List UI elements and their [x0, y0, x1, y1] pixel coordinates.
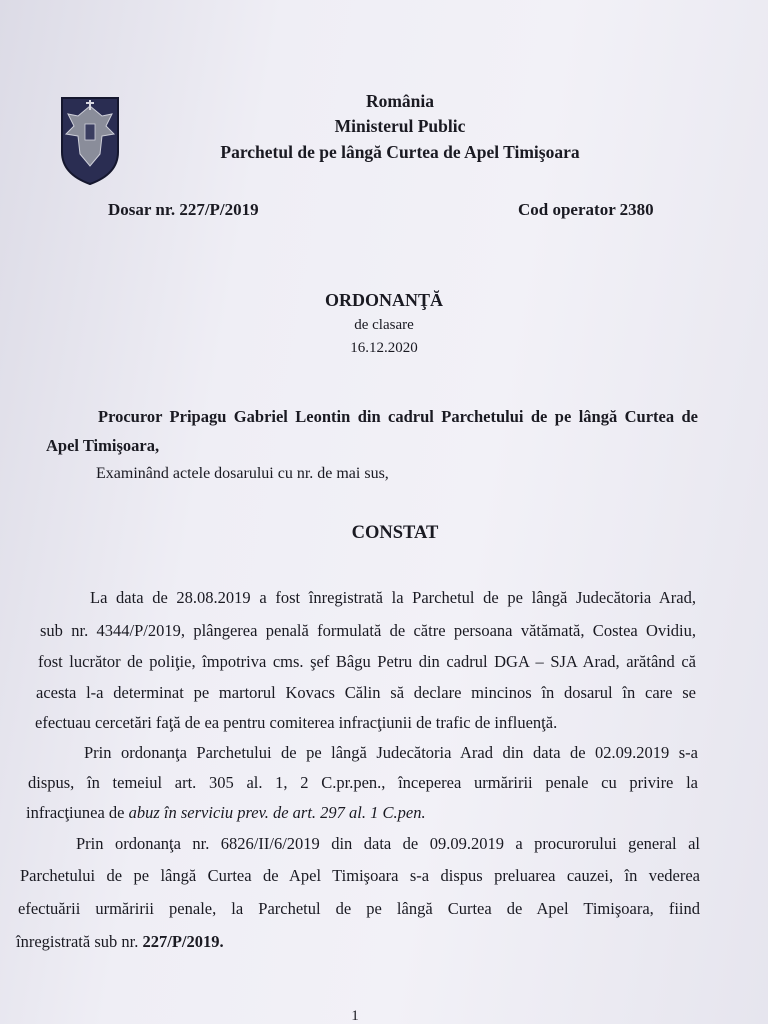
section-heading-constat: CONSTAT [351, 523, 439, 543]
prosecutor-line-1: Procuror Pripagu Gabriel Leontin din cadrul Parchetului de pe lângă Curtea de [98, 407, 698, 426]
header-ministry: Ministerul Public [334, 116, 466, 136]
body-text: infracţiunea de [26, 803, 129, 822]
body-line: Parchetului de pe lângă Curtea de Apel Timişoara s-a dispus preluarea cauzei, în vederea [20, 866, 700, 885]
header-country: România [365, 91, 435, 111]
body-line [26, 803, 426, 823]
operator-code: Cod operator 2380 [518, 200, 654, 219]
body-line: Prin ordonanţa nr. 6826/II/6/2019 din data de 09.09.2019 a procurorului general al [76, 834, 700, 853]
case-number: Dosar nr. 227/P/2019 [108, 200, 259, 219]
romanian-coat-of-arms [58, 94, 122, 186]
body-line: sub nr. 4344/P/2019, plângerea penală formulată de către persoana vătămată, Costea Ovidiu, [40, 621, 696, 640]
body-line: fost lucrător de poliţie, împotriva cms. şef Bâgu Petru din cadrul DGA – SJA Arad, arătând că [38, 652, 696, 671]
examining-statement: Examinând actele dosarului cu nr. de mai sus, [96, 465, 389, 482]
body-text: înregistrată sub nr. [16, 932, 143, 951]
document-date: 16.12.2020 [350, 340, 418, 356]
prosecutor-line-2: Apel Timişoara, [46, 436, 160, 455]
body-line: efectuării urmăririi penale, la Parchetul de pe lângă Curtea de Apel Timişoara, fiind [18, 899, 700, 918]
body-line: La data de 28.08.2019 a fost înregistrată la Parchetul de pe lângă Judecătoria Arad, [90, 588, 696, 607]
body-line: Prin ordonanţa Parchetului de pe lângă Judecătoria Arad din data de 02.09.2019 s-a [84, 743, 698, 762]
page-number: 1 [351, 1008, 359, 1024]
body-line: dispus, în temeiul art. 305 al. 1, 2 C.pr.pen., începerea urmăririi penale cu privire la [28, 773, 698, 792]
document-subtitle: de clasare [354, 317, 414, 333]
body-line: acesta l-a determinat pe martorul Kovacs Călin să declare mincinos în dosarul în care se [36, 683, 696, 702]
body-line: efectuau cercetări faţă de ea pentru comiterea infracţiunii de trafic de influenţă. [35, 713, 558, 732]
document-title: ORDONANŢĂ [324, 290, 443, 310]
header-office: Parchetul de pe lângă Curtea de Apel Timişoara [220, 142, 580, 162]
case-number-reference: 227/P/2019. [142, 932, 224, 951]
body-line [16, 932, 224, 952]
offense-reference: abuz în serviciu prev. de art. 297 al. 1 C.pen. [128, 803, 426, 822]
